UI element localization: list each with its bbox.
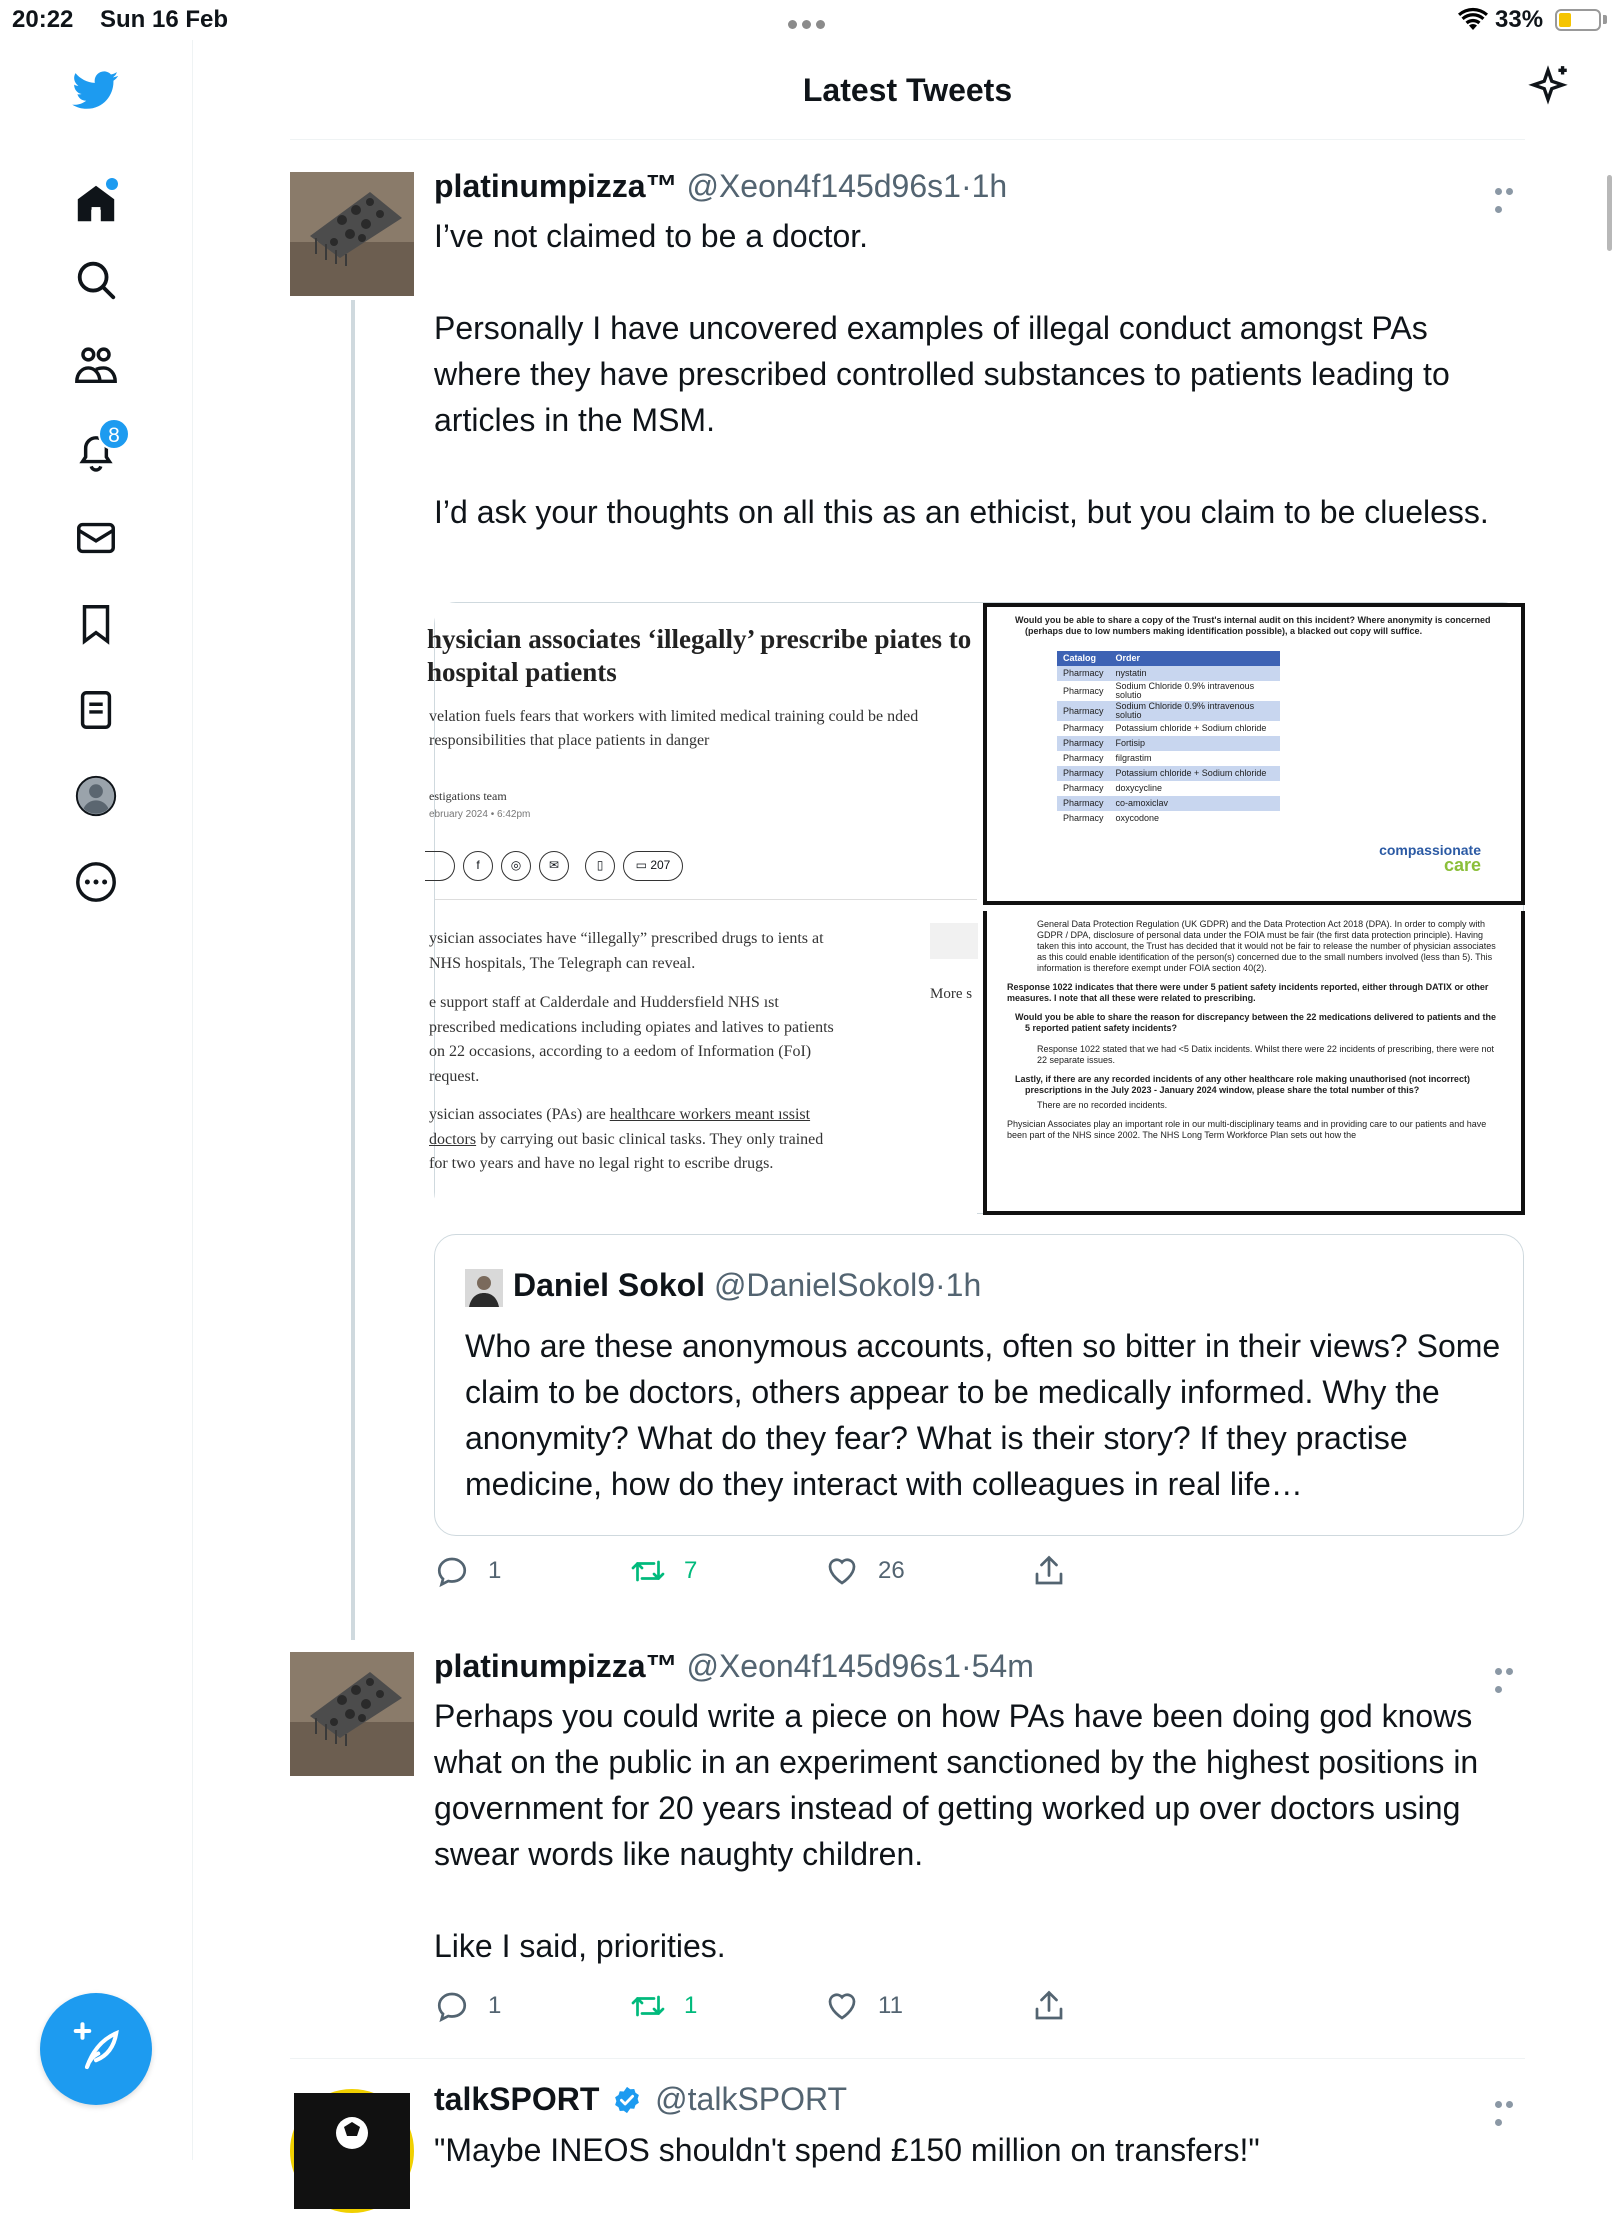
more-circle-icon	[73, 859, 119, 905]
nav-more[interactable]	[60, 846, 132, 918]
status-bar	[0, 0, 1620, 40]
bookmarks-icon	[73, 601, 119, 647]
heart-icon	[824, 1988, 860, 2024]
nav-lists[interactable]	[60, 674, 132, 746]
quoted-tweet[interactable]	[434, 1234, 1524, 1536]
tweet-actions	[434, 1551, 1134, 1591]
thread-line	[351, 300, 355, 1640]
notifications-badge: 8	[98, 418, 130, 450]
quoted-text: Who are these anonymous accounts, often so bitter in their views? Some claim to be doctors, others appear to be medically informed. Why the anonymity? What do they fear? What is their story? If they practise medicine, how do they interact with colleagues in real life…	[465, 1328, 1501, 1502]
article-date: ebruary 2024 • 6:42pm	[429, 809, 531, 820]
like-button[interactable]	[824, 1551, 905, 1591]
retweet-count: 1	[684, 1992, 698, 2019]
author-handle[interactable]: @talkSPORT	[655, 2081, 848, 2117]
retweet-icon	[630, 1988, 666, 2024]
doc-order-table: Catalog Order Pharmacy nystatin Pharmacy Sodium Chloride 0.9% intravenous solutio Pharmacy Sodium Chloride 0.9% intravenous solutio Pharmacy Potassium chloride + Sodium chloride Pharmacy Fortisip Pharmacy filgrastim Pharmacy Potassium chloride + Sodium chloride Pharmacy doxycycline Pharmacy co-amoxiclav Pharmacy oxycodone	[1057, 651, 1280, 826]
reply-icon	[434, 1553, 470, 1589]
compose-tweet-button[interactable]	[40, 1993, 152, 2105]
article-para-3: ysician associates (PAs) are healthcare workers meant ıssist doctors by carrying out basic clinical tasks. They only trained for two years and have no legal right to escribe drugs.	[429, 1106, 824, 1172]
messages-icon	[73, 515, 119, 561]
email-icon: ✉	[539, 851, 569, 881]
article-headline: hysician associates ‘illegally’ prescribe piates to hospital patients	[427, 624, 972, 687]
tweet-time[interactable]: 54m	[971, 1648, 1034, 1684]
nav-messages[interactable]	[60, 502, 132, 574]
reply-button[interactable]	[434, 1551, 501, 1591]
avatar[interactable]	[290, 2089, 414, 2213]
article-para-2: e support staff at Calderdale and Huddersfield NHS ıst prescribed medications including opiates and latives to patients on 22 occasions, according to a eedom of Information (FoI) request.	[429, 994, 834, 1085]
battery-icon	[1555, 9, 1601, 31]
nav-notifications[interactable]	[60, 416, 132, 488]
share-icon	[1031, 1553, 1067, 1589]
reply-icon	[434, 1988, 470, 2024]
compassionate-care-logo: compassionate care	[1379, 842, 1481, 875]
communities-icon	[73, 343, 119, 389]
lists-icon	[73, 687, 119, 733]
author-name[interactable]: platinumpizza™	[434, 168, 678, 204]
tweet-header	[434, 1648, 1034, 1685]
retweet-count: 7	[684, 1557, 698, 1584]
media-image-article-body[interactable]	[429, 911, 977, 1215]
more-stories-label: More s	[930, 986, 973, 1002]
tweet-text: "Maybe INEOS shouldn't spend £150 million on transfers!"	[434, 2132, 1260, 2168]
sparkle-icon[interactable]	[1523, 62, 1573, 112]
tweet-header	[434, 2081, 847, 2118]
status-time: 20:22	[12, 6, 74, 33]
tweet-actions	[434, 1986, 1134, 2026]
tweet[interactable]	[290, 140, 1525, 1640]
status-date: Sun 16 Feb	[100, 6, 229, 33]
verified-badge-icon	[612, 2085, 642, 2115]
timeline-header	[290, 40, 1525, 140]
separator-dot: ·	[960, 168, 972, 204]
article-share-row	[425, 851, 683, 881]
quoted-avatar	[465, 1269, 503, 1307]
share-button[interactable]	[1031, 1551, 1085, 1591]
comments-count: ▭ 207	[623, 851, 683, 881]
compose-feather-icon	[69, 2022, 123, 2076]
quoted-time: 1h	[945, 1267, 982, 1303]
scrollbar-thumb[interactable]	[1607, 175, 1612, 251]
like-button[interactable]	[824, 1986, 903, 2026]
doc-question: Would you be able to share a copy of the Trust's internal audit on this incident? Where anonymity is concerned (perhaps due to low numbers making identification possible), a blacked out copy will suffice.	[1015, 615, 1491, 636]
tweet-text: Perhaps you could write a piece on how PAs have been doing god knows what on the public in an experiment sanctioned by the highest positions in government for 20 years instead of getting worked up over doctors using swear words like naughty children. Like I said, priorities.	[434, 1698, 1479, 1964]
separator-dot: ·	[960, 1648, 972, 1684]
whatsapp-icon: ◎	[501, 851, 531, 881]
retweet-icon	[630, 1553, 666, 1589]
share-icon	[1031, 1988, 1067, 2024]
tweet-text: I’ve not claimed to be a doctor. Personally I have uncovered examples of illegal conduct amongst PAs where they have prescribed controlled substances to patients leading to articles in the MSM. I’d ask your thoughts on all this as an ethicist, but you claim to be clueless.	[434, 218, 1489, 530]
nav-bookmarks[interactable]	[60, 588, 132, 660]
retweet-button[interactable]	[630, 1986, 697, 2026]
like-count: 11	[878, 1992, 903, 2019]
tweet[interactable]	[290, 1640, 1525, 2040]
facebook-icon: f	[463, 851, 493, 881]
article-byline: estigations team	[429, 789, 507, 803]
author-handle[interactable]: @Xeon4f145d96s1	[686, 168, 961, 204]
tweet-media-grid[interactable]	[427, 602, 1524, 1214]
media-image-document-top[interactable]	[983, 603, 1525, 905]
tweet-header	[434, 168, 1007, 205]
tweet-more-icon[interactable]	[1495, 2095, 1525, 2103]
quoted-author-name: Daniel Sokol	[513, 1267, 706, 1303]
tweet-time[interactable]: 1h	[971, 168, 1008, 204]
article-standfirst: velation fuels fears that workers with limited medical training could be nded responsibilities that place patients in danger	[429, 708, 919, 749]
like-count: 26	[878, 1557, 905, 1584]
author-handle[interactable]: @Xeon4f145d96s1	[686, 1648, 961, 1684]
multitasking-dots-icon[interactable]	[788, 16, 832, 26]
wifi-icon	[1458, 8, 1488, 32]
avatar[interactable]	[290, 1652, 414, 1776]
share-button[interactable]	[1031, 1986, 1085, 2026]
retweet-button[interactable]	[630, 1551, 697, 1591]
reply-count: 1	[488, 1557, 502, 1584]
tweet-more-icon[interactable]	[1495, 182, 1525, 190]
page-title: Latest Tweets	[802, 72, 1013, 108]
profile-icon	[73, 773, 119, 819]
quoted-author-handle: @DanielSokol9	[713, 1267, 935, 1303]
tweet-more-icon[interactable]	[1495, 1662, 1525, 1670]
tweet[interactable]	[290, 2059, 1525, 2168]
author-name[interactable]: talkSPORT	[434, 2081, 600, 2117]
heart-icon	[824, 1553, 860, 1589]
sidebar	[0, 40, 193, 2160]
avatar[interactable]	[290, 172, 414, 296]
media-image-document-bottom[interactable]: General Data Protection Regulation (UK GDPR) and the Data Protection Act 2018 (DPA). In order to comply with GDPR / DPA, disclosure of personal data under the FOIA must be fair (the first data protection principle). Having taken this into account, the Trust has decided that it would not be fair to release the number of physician associates as this could enable identification of the person(s) concerned due to the small numbers involved (less than 5). This information is therefore exempt under FOIA section 40(2). Response 1022 indicates that there were under 5 patient safety incidents reported, either through DATIX or other measures. I note that all these were related to prescribing. Would you be able to share the reason for discrepancy between the 22 medications delivered to patients and the 5 reported patient safety incidents? Response 1022 stated that we had <5 Datix incidents. Whilst there were 22 incidents of prescribing, there were not 22 separate issues. Lastly, if there are any recorded incidents of any other healthcare role making unauthorised (not incorrect) prescriptions in the July 2023 - January 2024 window, please share the total number of this? There are no recorded incidents. Physician Associates play an important role in our multi-disciplinary teams and in providing care to our patients and have been part of the NHS since 2002. The NHS Long Term Workforce Plan sets out how the	[983, 911, 1525, 1215]
article-para-1: ysician associates have “illegally” prescribed drugs to ients at NHS hospitals, The Telegraph can reveal.	[429, 930, 824, 972]
battery-cap	[1603, 15, 1607, 24]
quoted-header: Daniel Sokol @DanielSokol9·1h	[513, 1267, 982, 1303]
author-name[interactable]: platinumpizza™	[434, 1648, 678, 1684]
bookmark-icon: ▯	[585, 851, 615, 881]
media-image-article-top[interactable]	[427, 603, 977, 905]
nav-search[interactable]	[60, 244, 132, 316]
twitter-logo-icon[interactable]	[60, 54, 132, 126]
home-new-dot	[106, 178, 118, 190]
nav-home[interactable]	[60, 168, 132, 240]
nav-profile[interactable]	[60, 760, 132, 832]
search-icon	[73, 257, 119, 303]
reply-button[interactable]	[434, 1986, 501, 2026]
reply-count: 1	[488, 1992, 502, 2019]
nav-communities[interactable]	[60, 330, 132, 402]
battery-percent: 33%	[1495, 6, 1544, 33]
